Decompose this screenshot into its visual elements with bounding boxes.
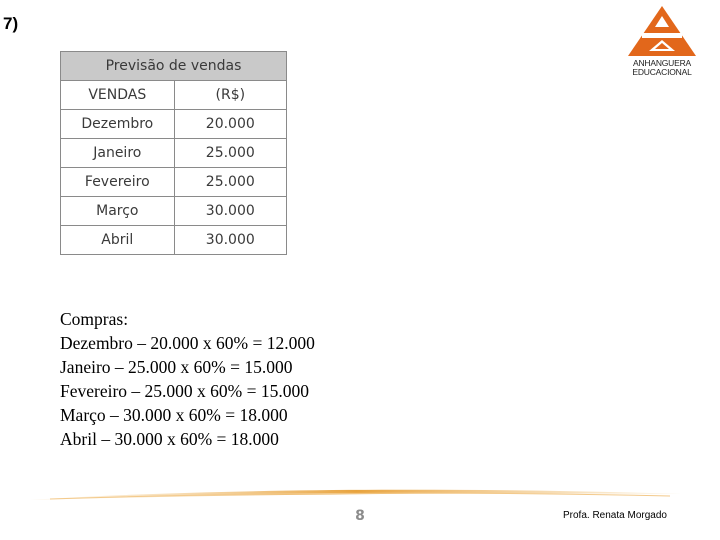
triangle-logo-icon — [622, 4, 702, 59]
table-cell-value: 30.000 — [174, 197, 286, 226]
sales-forecast-table — [60, 51, 287, 255]
table-cell-month: Janeiro — [61, 139, 175, 168]
footer-swoosh-decoration — [30, 484, 682, 504]
table-cell-month: Abril — [61, 226, 175, 255]
table-cell-month: Dezembro — [61, 110, 175, 139]
table-row — [61, 197, 287, 226]
calc-line: Fevereiro – 25.000 x 60% = 15.000 — [60, 381, 309, 401]
calc-line: Abril – 30.000 x 60% = 18.000 — [60, 429, 279, 449]
table-row — [61, 226, 287, 255]
logo-text-line2: EDUCACIONAL — [632, 67, 692, 77]
calc-line: Dezembro – 20.000 x 60% = 12.000 — [60, 333, 315, 353]
table-header-row — [61, 81, 287, 110]
author-credit: Profa. Renata Morgado — [563, 510, 667, 521]
column-header-valor: (R$) — [174, 81, 286, 110]
calc-line: Março – 30.000 x 60% = 18.000 — [60, 405, 288, 425]
table-row — [61, 168, 287, 197]
table-cell-value: 30.000 — [174, 226, 286, 255]
page-number: 8 — [355, 508, 365, 524]
calc-line: Janeiro – 25.000 x 60% = 15.000 — [60, 357, 293, 377]
slide-number: 7) — [3, 14, 19, 33]
table-cell-value: 25.000 — [174, 168, 286, 197]
logo-text-line1: ANHANGUERA — [633, 58, 691, 68]
table-row — [61, 110, 287, 139]
table-title-row — [61, 52, 287, 81]
table-cell-value: 20.000 — [174, 110, 286, 139]
calc-heading: Compras: — [60, 309, 129, 329]
table-cell-month: Fevereiro — [61, 168, 175, 197]
table-row — [61, 139, 287, 168]
column-header-vendas: VENDAS — [61, 81, 175, 110]
purchases-calculation — [60, 307, 315, 451]
table-cell-value: 25.000 — [174, 139, 286, 168]
table-cell-month: Março — [61, 197, 175, 226]
anhanguera-logo — [622, 4, 702, 82]
table-title: Previsão de vendas — [61, 52, 287, 81]
